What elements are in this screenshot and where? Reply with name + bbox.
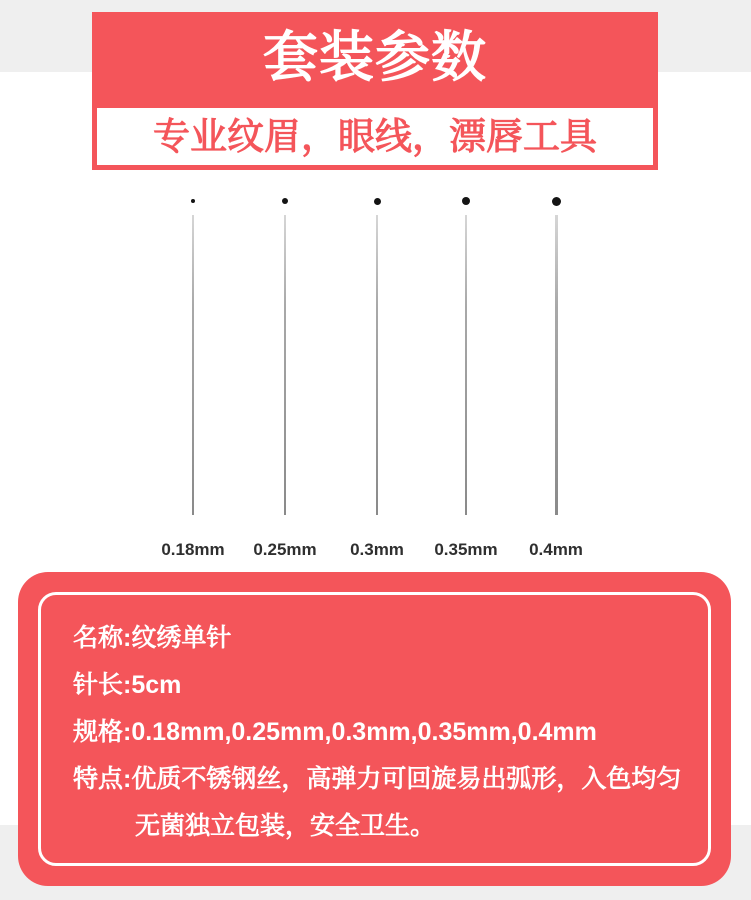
- needle-size-label: 0.4mm: [529, 540, 583, 559]
- page-title: 套装参数: [262, 26, 487, 88]
- subtitle-box: [92, 103, 658, 170]
- needle-column-035: [421, 215, 511, 558]
- needle-column-03: [332, 215, 422, 558]
- needle-shaft: [465, 215, 468, 515]
- spec-card: [18, 572, 731, 886]
- needle-column-018: [148, 215, 238, 558]
- needle-shaft: [376, 215, 378, 515]
- needle-tip-dot: [374, 198, 381, 205]
- needle-tip-dot: [191, 199, 196, 204]
- needle-tip-dot: [552, 197, 561, 206]
- spec-line-sizes: 规格:0.18mm,0.25mm,0.3mm,0.35mm,0.4mm: [73, 718, 597, 746]
- page-subtitle: 专业纹眉，眼线，漂唇工具: [153, 116, 597, 157]
- needle-column-025: [240, 215, 330, 558]
- needle-column-04: [511, 215, 601, 558]
- needle-size-label: 0.3mm: [350, 540, 404, 559]
- needle-shaft: [555, 215, 558, 515]
- needle-tip-dot: [282, 198, 288, 204]
- spec-lines: [73, 615, 703, 850]
- spec-line-features: 特点:优质不锈钢丝，高弹力可回旋易出弧形，入色均匀: [73, 765, 682, 793]
- needle-size-label: 0.18mm: [161, 540, 225, 559]
- title-banner: [92, 12, 658, 103]
- needle-shaft: [284, 215, 286, 515]
- needle-size-label: 0.25mm: [253, 540, 317, 559]
- needle-tip-dot: [462, 197, 470, 205]
- spec-line-needle-length: 针长:5cm: [73, 671, 182, 699]
- spec-line-name: 名称:纹绣单针: [73, 624, 232, 652]
- spec-line-features-continued: 无菌独立包装，安全卫生。: [135, 812, 436, 840]
- needle-size-label: 0.35mm: [434, 540, 498, 559]
- needle-shaft: [192, 215, 193, 515]
